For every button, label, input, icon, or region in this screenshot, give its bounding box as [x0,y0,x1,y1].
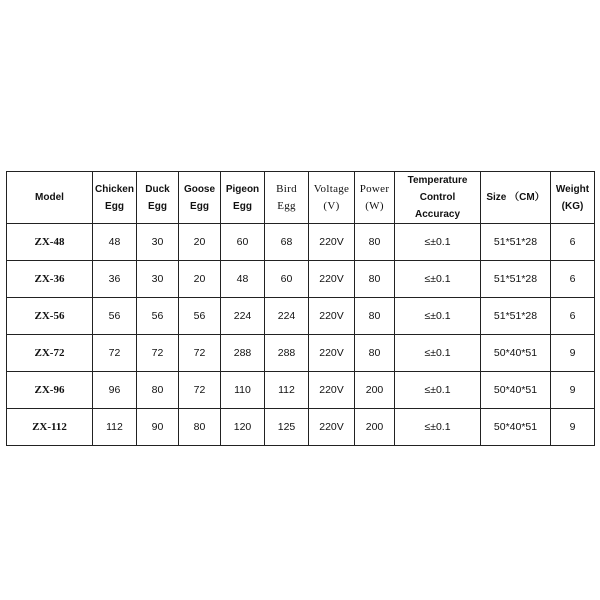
header-duck-egg [137,172,179,224]
cell-chicken-egg: 96 [93,372,137,409]
cell-goose-egg: 20 [179,261,221,298]
cell-temperature-accuracy: ≤±0.1 [395,372,481,409]
cell-chicken-egg: 112 [93,409,137,446]
cell-power: 80 [355,298,395,335]
header-size [481,172,551,224]
table-row [7,261,595,298]
header-pigeon-egg-line1: Pigeon [225,183,260,195]
cell-bird-egg: 224 [265,298,309,335]
cell-weight: 9 [551,409,595,446]
header-goose-egg-line1: Goose [183,183,216,195]
header-voltage-line1: Voltage [313,182,350,195]
cell-goose-egg: 80 [179,409,221,446]
header-temperature-line2: Control Accuracy [414,192,461,220]
cell-temperature-accuracy: ≤±0.1 [395,261,481,298]
cell-chicken-egg: 72 [93,335,137,372]
header-power-line2: (W) [365,199,384,212]
header-size-label: Size （CM） [486,192,545,203]
header-duck-egg-line2: Egg [148,200,167,212]
cell-temperature-accuracy: ≤±0.1 [395,335,481,372]
cell-power: 80 [355,261,395,298]
cell-voltage: 220V [309,409,355,446]
header-duck-egg-line1: Duck [145,183,170,195]
cell-temperature-accuracy: ≤±0.1 [395,409,481,446]
cell-bird-egg: 288 [265,335,309,372]
header-row [7,172,595,224]
cell-goose-egg: 72 [179,335,221,372]
table-row [7,372,595,409]
cell-model: ZX-36 [7,261,93,298]
cell-duck-egg: 56 [137,298,179,335]
header-chicken-egg-line1: Chicken [95,183,134,195]
table-row [7,335,595,372]
header-temperature-line1: Temperature [407,175,468,186]
cell-chicken-egg: 36 [93,261,137,298]
cell-weight: 6 [551,224,595,261]
cell-goose-egg: 72 [179,372,221,409]
cell-bird-egg: 68 [265,224,309,261]
cell-weight: 6 [551,298,595,335]
cell-duck-egg: 30 [137,261,179,298]
header-weight [551,172,595,224]
cell-size: 50*40*51 [481,372,551,409]
cell-power: 80 [355,224,395,261]
cell-voltage: 220V [309,335,355,372]
cell-pigeon-egg: 288 [221,335,265,372]
header-model-label: Model [35,192,64,203]
header-model [7,172,93,224]
cell-size: 50*40*51 [481,335,551,372]
table-row [7,298,595,335]
cell-model: ZX-56 [7,298,93,335]
header-voltage-line2: (V) [323,199,340,212]
cell-voltage: 220V [309,224,355,261]
table-row [7,409,595,446]
header-bird-egg-line2: Egg [277,199,296,212]
cell-pigeon-egg: 120 [221,409,265,446]
cell-temperature-accuracy: ≤±0.1 [395,224,481,261]
cell-chicken-egg: 48 [93,224,137,261]
cell-power: 200 [355,372,395,409]
cell-duck-egg: 90 [137,409,179,446]
cell-chicken-egg: 56 [93,298,137,335]
cell-model: ZX-72 [7,335,93,372]
cell-size: 51*51*28 [481,261,551,298]
header-weight-line2: (KG) [561,200,584,212]
header-temperature-accuracy [395,172,481,224]
incubator-spec-table [6,171,595,446]
cell-duck-egg: 30 [137,224,179,261]
cell-voltage: 220V [309,261,355,298]
header-bird-egg [265,172,309,224]
cell-model: ZX-96 [7,372,93,409]
cell-weight: 9 [551,372,595,409]
cell-duck-egg: 72 [137,335,179,372]
cell-weight: 6 [551,261,595,298]
cell-pigeon-egg: 48 [221,261,265,298]
cell-duck-egg: 80 [137,372,179,409]
header-voltage [309,172,355,224]
cell-size: 51*51*28 [481,224,551,261]
cell-pigeon-egg: 60 [221,224,265,261]
cell-model: ZX-48 [7,224,93,261]
header-pigeon-egg-line2: Egg [233,200,252,212]
header-chicken-egg [93,172,137,224]
cell-goose-egg: 20 [179,224,221,261]
header-pigeon-egg [221,172,265,224]
cell-bird-egg: 60 [265,261,309,298]
header-weight-line1: Weight [555,183,590,195]
cell-bird-egg: 112 [265,372,309,409]
cell-size: 51*51*28 [481,298,551,335]
table-row [7,224,595,261]
cell-power: 200 [355,409,395,446]
header-power-line1: Power [359,182,390,195]
cell-bird-egg: 125 [265,409,309,446]
cell-pigeon-egg: 224 [221,298,265,335]
cell-temperature-accuracy: ≤±0.1 [395,298,481,335]
header-power [355,172,395,224]
cell-weight: 9 [551,335,595,372]
header-goose-egg [179,172,221,224]
cell-goose-egg: 56 [179,298,221,335]
cell-size: 50*40*51 [481,409,551,446]
header-bird-egg-line1: Bird [276,182,297,195]
header-goose-egg-line2: Egg [190,200,209,212]
cell-model: ZX-112 [7,409,93,446]
cell-power: 80 [355,335,395,372]
header-chicken-egg-line2: Egg [105,200,124,212]
cell-voltage: 220V [309,372,355,409]
cell-pigeon-egg: 110 [221,372,265,409]
cell-voltage: 220V [309,298,355,335]
